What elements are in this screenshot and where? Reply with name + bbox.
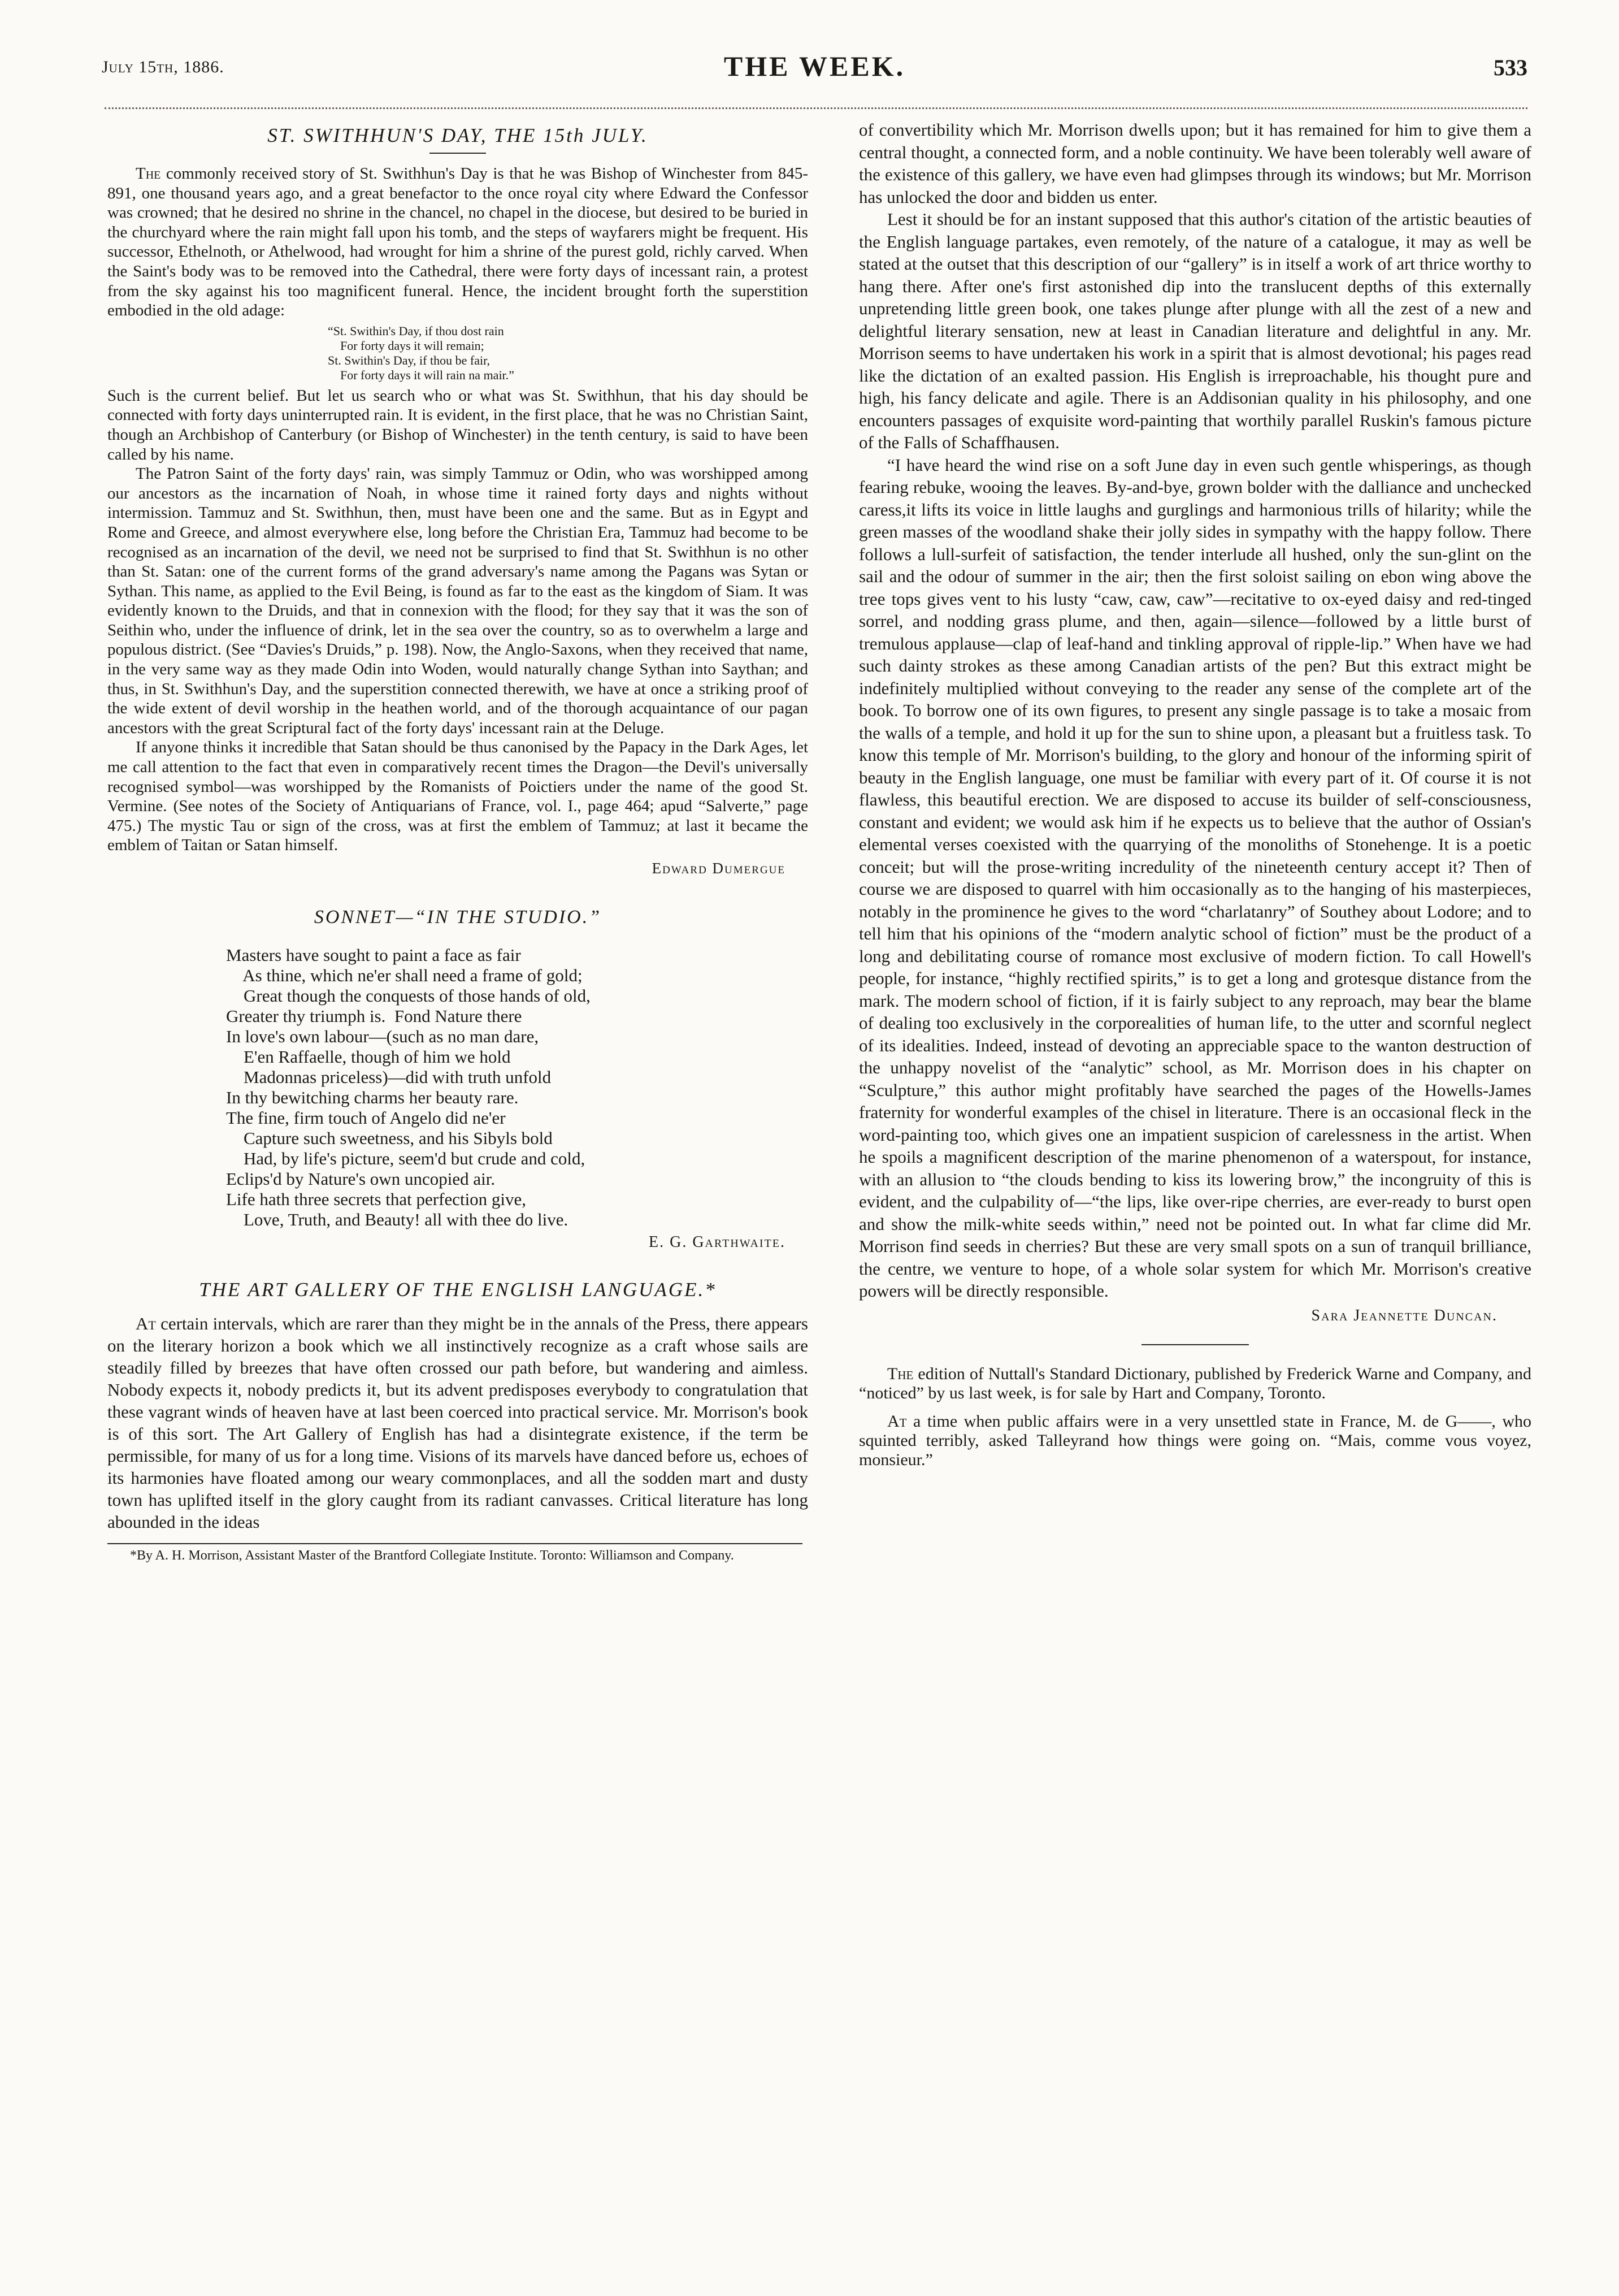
poem-line: Love, Truth, and Beauty! all with thee do live. bbox=[226, 1210, 568, 1229]
poem-line: The fine, firm touch of Angelo did ne'er bbox=[226, 1108, 506, 1128]
article-paragraph bbox=[107, 1312, 808, 1533]
article-title-art-gallery: THE ART GALLERY OF THE ENGLISH LANGUAGE.* bbox=[199, 1279, 717, 1301]
right-column bbox=[859, 119, 1531, 1479]
poem-line: Capture such sweetness, and his Sibyls bold bbox=[226, 1128, 553, 1148]
author-signature: Edward Dumergue bbox=[652, 860, 785, 877]
poem-line: Greater thy triumph is. Fond Nature there bbox=[226, 1006, 522, 1026]
article-paragraph: Lest it should be for an instant supposed that this author's citation of the artistic beauties of the English language partakes, even remotely, of the nature of a catalogue, it may as well be stated at the outset that this description of our “gallery” is in itself a work of art thrice worthy to hang there. After one's first astonished dip into the translucent depths of this externally unpretending little green book, one takes plunge after plunge with all the zest of a new and delightful literary sensation, new at least in Canadian literature and delightful in any. Mr. Morrison seems to have undertaken his work in a spirit that is almost devotional; his pages read like the dictation of an exalted passion. His English is irreproachable, his thought pure and high, his fancy delicate and agile. There is an Addisonian quality in his philosophy, and one encounters passages of exquisite word-painting that worthily parallel Ruskin's famous picture of the Falls of Schaffhausen. bbox=[859, 209, 1531, 452]
lead-word: At bbox=[887, 1411, 907, 1431]
verse-line: “St. Swithin's Day, if thou dost rain bbox=[328, 323, 504, 338]
issue-date: July 15th, 1886. bbox=[102, 58, 224, 76]
lead-word: The bbox=[887, 1364, 914, 1383]
art-gallery-article-start bbox=[107, 1312, 808, 1533]
news-note bbox=[859, 1364, 1531, 1403]
poem-line: E'en Raffaelle, though of him we hold bbox=[226, 1047, 511, 1067]
article-paragraph: of convertibility which Mr. Morrison dwells upon; but it has remained for him to give them a central thought, a connected form, and a noble continuity. We have been tolerably well aware of the existence of this gallery, we have even had glimpses through its windows; but Mr. Morrison has unlocked the door and bidden us enter. bbox=[859, 120, 1531, 207]
poem-line: Eclips'd by Nature's own uncopied air. bbox=[226, 1169, 496, 1189]
article-paragraph: If anyone thinks it incredible that Satan should be thus canonised by the Papacy in the Dark Ages, let me call attention to the fact that even in comparatively recent times the Dragon—the Devil's universally recognised symbol—was worshipped by the Romanists of Poictiers under the name of the good St. Vermine. (See notes of the Society of Antiquarians of France, vol. I., page 464; apud “Salverte,” page 475.) The mystic Tau or sign of the cross, was at first the emblem of Tammuz; at last it became the emblem of Taitan or Satan himself. bbox=[107, 738, 808, 855]
article-paragraph: “I have heard the wind rise on a soft June day in even such gentle whisperings, as though fearing rebuke, wooing the leaves. By-and-bye, grown bolder with the dalliance and unchecked caress,it lifts its voice in little laughs and gurglings and harmonious trills of hilarity; while the green masses of the woodland shake their jolly sides in sympathy with the happy follow. There follows a lull-surfeit of satisfaction, the tender interlude all hushed, only the sun-glint on the sail and the odour of summer in the air; then the first soloist sailing on ebon wing above the tree tops gives vent to his lusty “caw, caw, caw”—recitative to ox-eyed daisy and red-tinged sorrel, and nodding grass plume, and then, again—silence—followed by a little burst of tremulous applause—clap of leaf-hand and tinkling approval of ripple-lip.” When have we had such dainty strokes as these among Canadian artists of the pen? But this extract might be indefinitely multiplied without conveying to the reader any sense of the complete art of the book. To borrow one of its own figures, to present any single passage is to take a mosaic from the walls of a temple, and hold it up for the sun to shine upon, a pleasant but a fruitless task. To know this temple of Mr. Morrison's building, to the glory and honour of the informing spirit of beauty in the English language, one must be familiar with every part of it. Of course it is not flawless, this beautiful erection. We are disposed to accuse its builder of self-consciousness, constant and evident; we would ask him if he expects us to believe that the author of Ossian's elemental verses coexisted with the quarrying of the monoliths of Stonehenge. It is a poetic conceit; but will the prose-writing incredulity of the nineteenth century accept it? Then of course we are disposed to quarrel with him occasionally as to the hanging of his masterpieces, notably in the prominence he gives to the word “charlatanry” of Southey about Lodore; and to tell him that his opinions of the “modern analytic school of fiction” must be the product of a long and debilitating course of romance most exclusive of modern fiction. To call Howell's people, for instance, “highly rectified spirits,” is to get a long and grotesque distance from the mark. The modern school of fiction, if it is fairly subject to any reproach, may bear the blame of dealing too exclusively in the corporealities of human life, to the utter and scornful neglect of its idealities. Indeed, instead of devoting an appreciable space to the wanton destruction of the unhappy novelist of the “analytic” school, as Mr. Morrison does in his chapter on “Sculpture,” this author might profitably have searched the pages of the Howells-James fraternity for wonderful examples of the chisel in literature. There is an occasional fleck in the word-painting too, which gives one an impatient suspicion of carelessness in the artist. When he spoils a magnificent description of the marine phenomenon of a waterspout, for instance, with an allusion to “the clouds bending to kiss its lowering brow,” the incongruity of this is evident, and the culpability of—“the lips, like over-ripe cherries, are ever-ready to burst open and show the milk-white seeds within,” need not be pointed out. In what far clime did Mr. Morrison find seeds in cherries? But these are very small spots on a sun of tranquil brilliance, the centre, we venture to hope, of a whole solar system for which Mr. Morrison's creative powers will be directly responsible. bbox=[859, 454, 1531, 1301]
poem-line: Life hath three secrets that perfection give, bbox=[226, 1189, 527, 1209]
article-paragraph bbox=[107, 164, 808, 320]
title-rule bbox=[429, 153, 486, 154]
sonnet-poem bbox=[226, 945, 808, 1230]
poem-title: SONNET—“IN THE STUDIO.” bbox=[314, 907, 602, 928]
lead-word: At bbox=[136, 1314, 156, 1333]
verse-line: St. Swithin's Day, if thou be fair, bbox=[328, 353, 491, 367]
page-number: 533 bbox=[1494, 55, 1527, 80]
poem-line: In love's own labour—(such as no man dare, bbox=[226, 1026, 539, 1046]
paragraph-text: certain intervals, which are rarer than they might be in the annals of the Press, there appears on the literary horizon a book which we all instinctively recognize as a craft whose sails are steadily filled by breezes that have often crossed our path before, but wandering and aimless. Nobody expects it, nobody predicts it, but its advent predisposes everybody to congratulation that these vagrant winds of heaven have at last been coerced into practical service. Mr. Morrison's book is of this sort. The Art Gallery of English has had a disintegrate existence, if the term be permissible, for many of us for a long time. Visions of its marvels have danced before us, echoes of its harmonies have floated among our weary commonplaces, and all the sodden mart and dusty town has uplifted itself in the glory caught from its radiant canvasses. Critical literature has long abounded in the ideas bbox=[107, 1314, 808, 1532]
poem-line: In thy bewitching charms her beauty rare. bbox=[226, 1088, 519, 1107]
footnote-rule bbox=[107, 1543, 802, 1544]
note-text: a time when public affairs were in a very unsettled state in France, M. de G——, who squinted terribly, asked Talleyrand how things were going on. “Mais, comme vous voyez, monsieur.” bbox=[859, 1411, 1532, 1469]
author-signature: Sara Jeannette Duncan. bbox=[1311, 1306, 1498, 1324]
paragraph-text: commonly received story of St. Swithhun's Day is that he was Bishop of Winchester from 845-891, one thousand years ago, and a great benefactor to the once royal city where Edward the Confessor was crowned; that he desired no shrine in the chancel, no chapel in the diocese, but desired to be buried in the churchyard where the rain might fall upon his tomb, and the steps of wayfarers might be frequent. His successor, Ethelnoth, or Athelwood, had wrought for him a shrine of the purest gold, richly carved. When the Saint's body was to be removed into the Cathedral, there were forty days of incessant rain, a protest from the sky against his too magnificent funeral. Hence, the incident brought forth the superstition embodied in the old adage: bbox=[107, 164, 808, 320]
article-paragraph: Such is the current belief. But let us search who or what was St. Swithhun, that his day should be connected with forty days uninterrupted rain. It is evident, in the first place, that he was no Christian Saint, though an Archbishop of Canterbury (or Bishop of Winchester) in the tenth century, is said to have been called by his name. bbox=[107, 386, 808, 463]
article-paragraph: The Patron Saint of the forty days' rain, was simply Tammuz or Odin, who was worshipped among our ancestors as the incarnation of Noah, in whose time it rained forty days and nights without intermission. Tammuz and St. Swithhun, then, must have been one and the same. But as in Egypt and Rome and Greece, and almost everywhere else, long before the Christian Era, Tammuz had become to be recognised as an incarnation of the devil, we need not be surprised to find that St. Swithhun is no other than St. Satan: one of the current forms of the grand adversary's name among the Pagans was Sytan or Sythan. This name, as applied to the Evil Being, is found as far to the east as the kingdom of Siam. It was evidently known to the Druids, and that in connexion with the flood; for they say that it was the son of Seithin who, under the influence of drink, let in the sea over the country, so as to overwhelm a large and populous district. (See “Davies's Druids,” p. 198). Now, the Anglo-Saxons, when they received that name, in the very same way as they made Odin into Woden, would naturally change Sythan into Saythan; and thus, in St. Swithhun's Day, and the superstition connected therewith, we have at once a striking proof of the wide extent of devil worship in the heathen world, and of the thorough acquaintance of our pagan ancestors with the great Scriptural fact of the forty days' incessant rain at the Deluge. bbox=[107, 465, 808, 737]
note-text: edition of Nuttall's Standard Dictionary, published by Frederick Warne and Company, and “noticed” by us last week, is for sale by Hart and Company, Toronto. bbox=[859, 1364, 1532, 1402]
verse-line: For forty days it will remain; bbox=[328, 338, 484, 353]
poem-line: Had, by life's picture, seem'd but crude and cold, bbox=[226, 1149, 585, 1168]
poet-signature: E. G. Garthwaite. bbox=[649, 1233, 785, 1251]
verse-line: For forty days it will rain na mair.” bbox=[328, 367, 514, 382]
left-column bbox=[107, 119, 808, 1563]
lead-word: The bbox=[136, 164, 161, 183]
page-header bbox=[102, 50, 1527, 84]
section-divider bbox=[1141, 1344, 1249, 1345]
poem-line: As thine, which ne'er shall need a frame of gold; bbox=[226, 965, 583, 985]
poem-line: Masters have sought to paint a face as fair bbox=[226, 945, 521, 965]
article-title-st-swithhun: ST. SWITHHUN'S DAY, THE 15th JULY. bbox=[267, 124, 648, 146]
news-note bbox=[859, 1412, 1531, 1470]
poem-line: Madonnas priceless)—did with truth unfold bbox=[226, 1067, 552, 1087]
footnote: *By A. H. Morrison, Assistant Master of the Brantford Collegiate Institute. Toronto: Williamson and Company. bbox=[130, 1548, 734, 1563]
masthead-title: THE WEEK. bbox=[723, 50, 906, 82]
header-rule bbox=[105, 107, 1527, 109]
poem-line: Great though the conquests of those hands of old, bbox=[226, 986, 591, 1006]
adage-verse bbox=[328, 324, 808, 383]
